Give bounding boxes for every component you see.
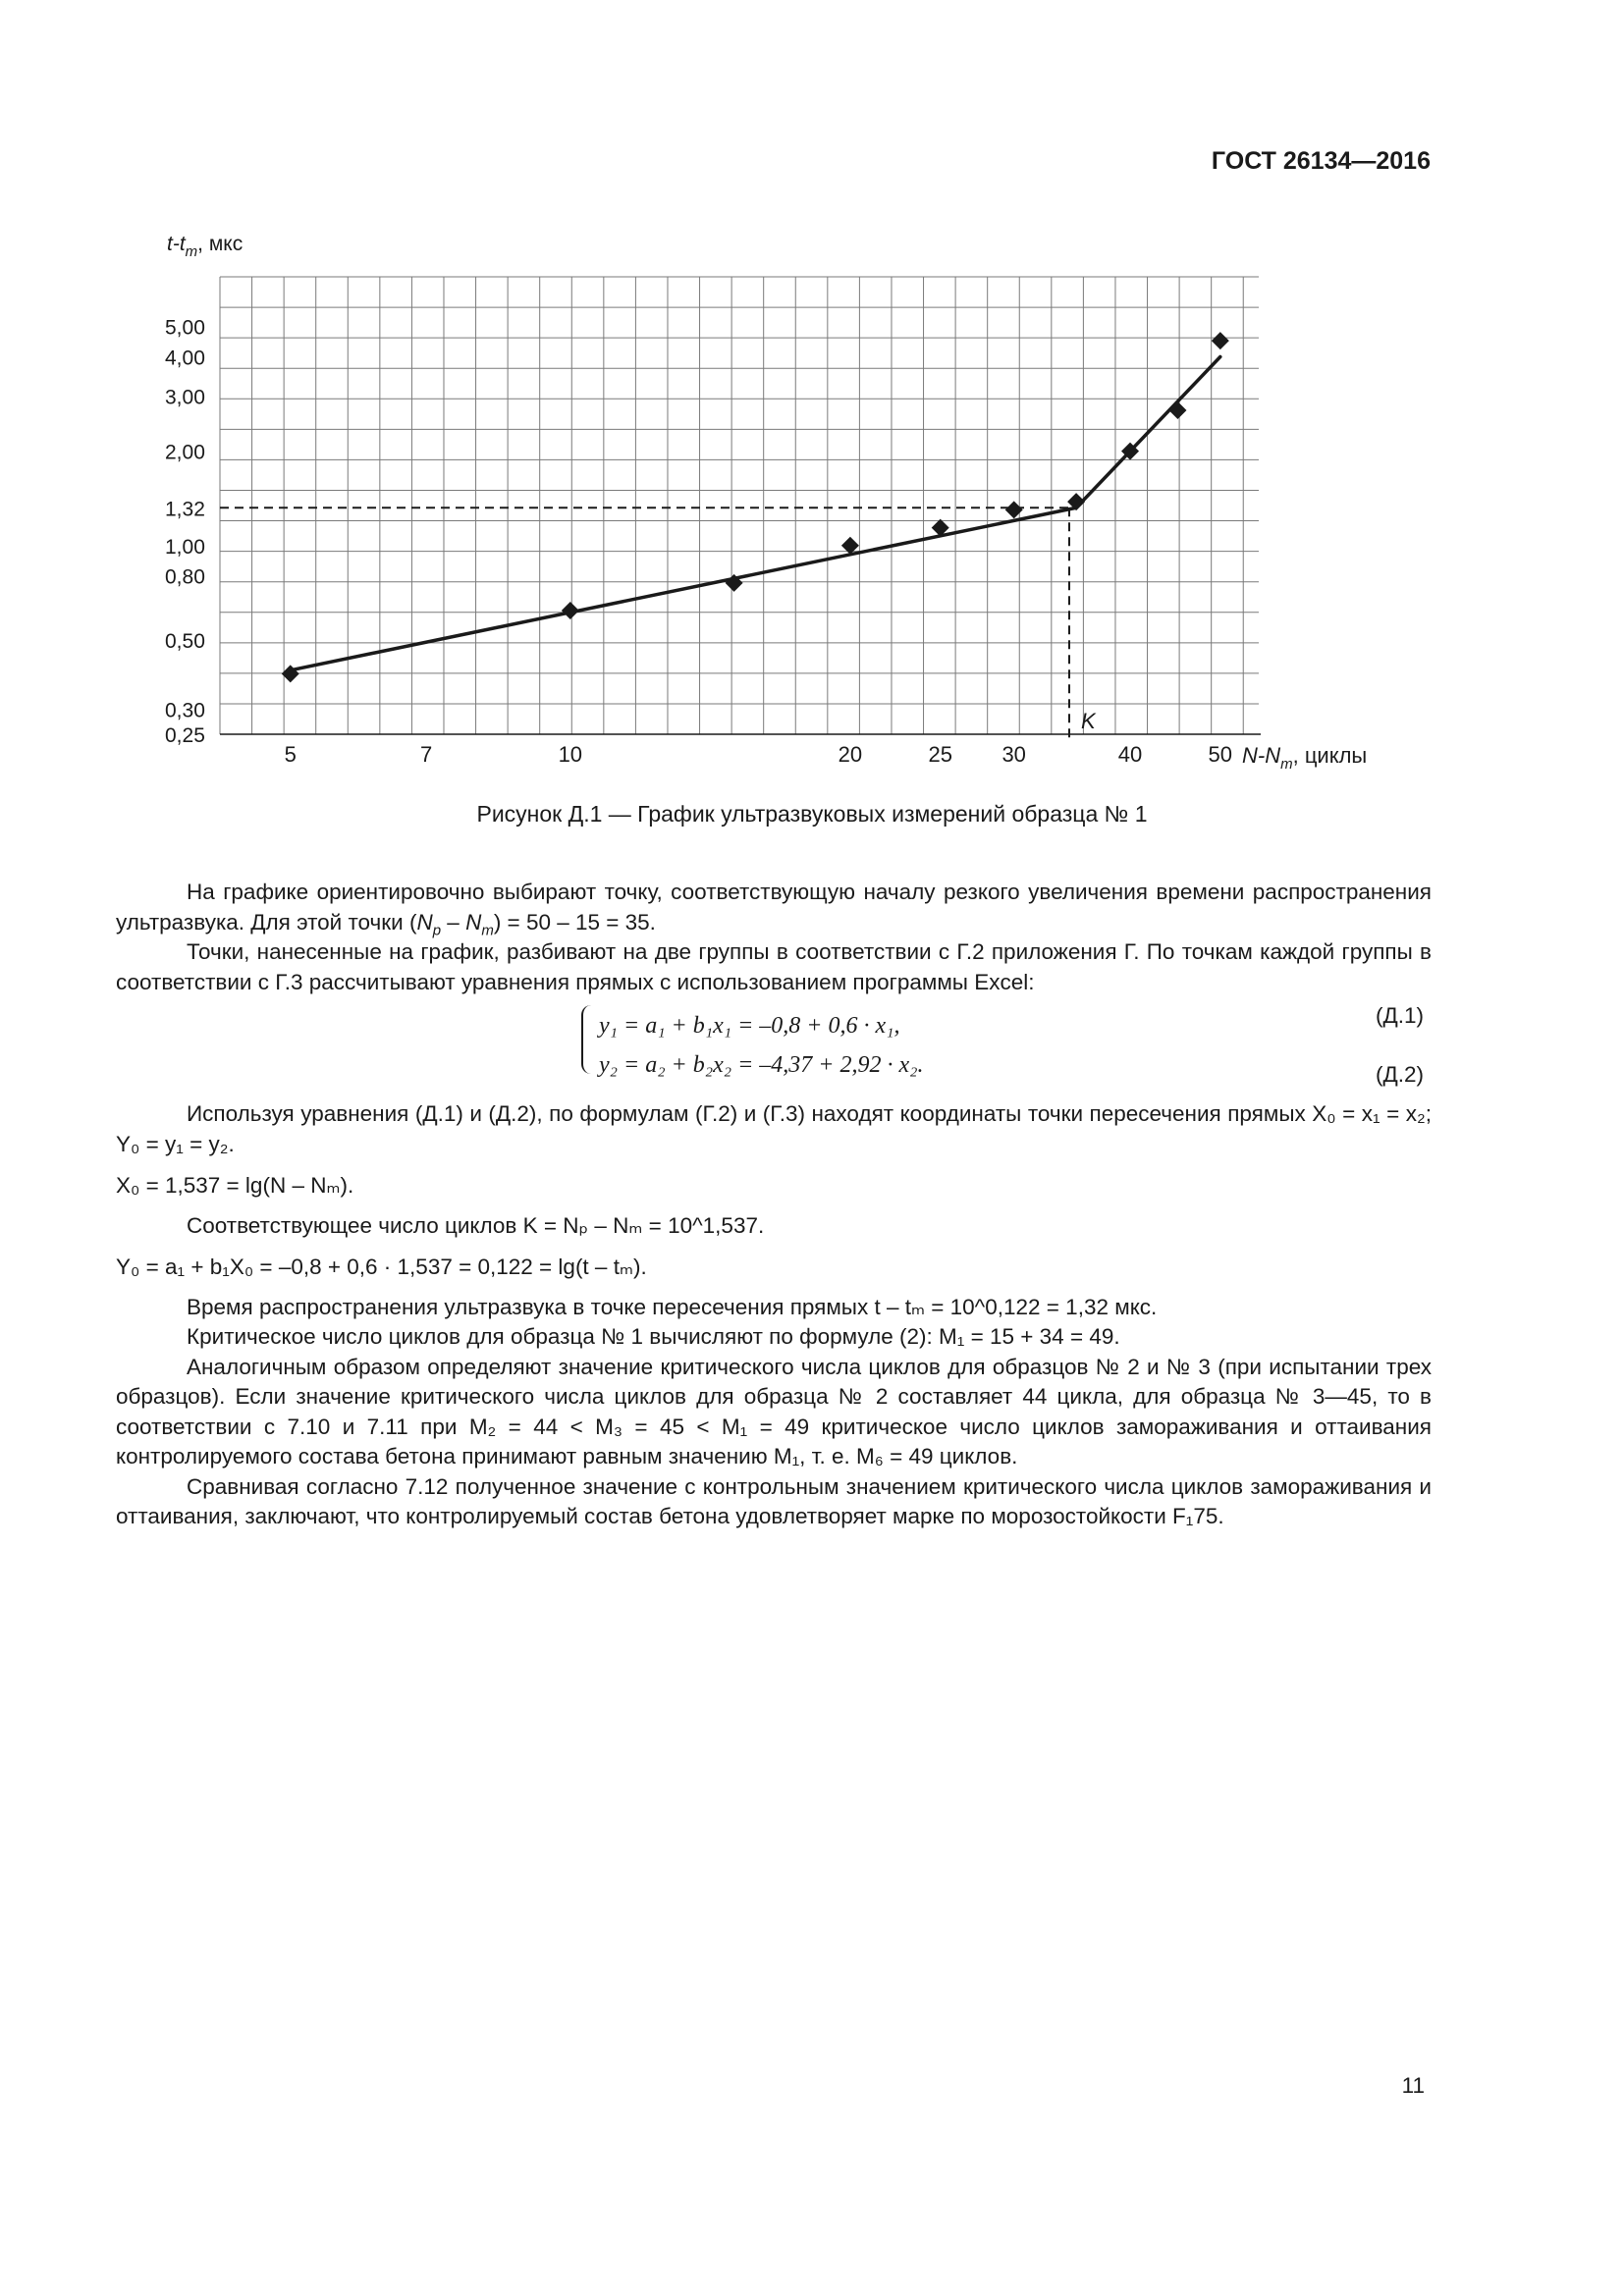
equation-system: [116, 1001, 1432, 1092]
x-axis-label-sub: m: [1280, 756, 1293, 773]
x-tick-label-6: 40: [1117, 742, 1143, 767]
paragraph-4: Соответствующее число циклов K = Nₚ – Nₘ = 10^1,537.: [187, 1212, 765, 1238]
paragraph-1-a: На графике ориентировочно выбирают точку, соответствующую началу резкого увеличения времени распространения ультразвука. Для этой точки (: [116, 880, 1432, 934]
equation-1-number: (Д.1): [1376, 1003, 1424, 1028]
fit-line-1: [291, 507, 1076, 670]
data-point-2: [562, 602, 579, 619]
standard-id-header: ГОСТ 26134—2016: [1211, 147, 1431, 175]
system-brace: [581, 1005, 593, 1074]
data-point-6: [1005, 501, 1023, 518]
y-axis-label-sub: m: [185, 243, 198, 260]
y-tick-label-9: 5,00: [165, 316, 205, 340]
y-axis-label-main: t-t: [167, 233, 186, 255]
y-tick-label-4: 1,00: [165, 535, 205, 559]
y-axis-label-unit: , мкс: [197, 233, 244, 255]
paragraph-1-np: N: [416, 909, 433, 934]
y-tick-label-8: 4,00: [165, 347, 205, 370]
figure-caption: Рисунок Д.1 — График ультразвуковых измерений образца № 1: [476, 801, 1148, 827]
y-tick-label-0: 0,25: [165, 724, 205, 747]
paragraph-7: Аналогичным образом определяют значение критического числа циклов для образцов № 2 и № 3 (при испытании трех образцов). Если значение критического числа циклов для образца № 2 составляет 44 цикла, для образца № 3—45, то в соответствии с 7.10 и 7.11 при M₂ = 44 < M₃ = 45 < M₁ = 49 критическое число циклов замораживания и оттаивания контролируемого состава бетона принимают равным значению M₁, т. е. M₆ = 49 циклов.: [116, 1354, 1432, 1468]
y-tick-label-2: 0,50: [165, 629, 205, 653]
intersection-k-label: K: [1080, 709, 1096, 733]
equation-2: y₂ = a₂ + b₂x₂ = –4,37 + 2,92 · x₂.: [599, 1052, 924, 1078]
x-tick-label-3: 20: [838, 742, 863, 767]
paragraph-1-dash: –: [441, 909, 466, 934]
paragraph-3: Используя уравнения (Д.1) и (Д.2), по формулам (Г.2) и (Г.3) находят координаты точки пересечения прямых X₀ = x₁ = x₂; Y₀ = y₁ = y₂.: [116, 1101, 1432, 1156]
x-tick-label-1: 7: [419, 742, 433, 767]
paragraph-1-np-sub: p: [432, 922, 442, 938]
y-tick-label-3: 0,80: [165, 565, 205, 589]
equation-1: y₁ = a₁ + b₁x₁ = –0,8 + 0,6 · x₁,: [599, 1013, 900, 1039]
data-point-9: [1168, 401, 1186, 419]
x-tick-label-2: 10: [558, 742, 583, 767]
y-tick-label-5: 1,32: [165, 498, 205, 521]
fit-line-2: [1076, 357, 1220, 508]
paragraph-1: [116, 878, 1432, 937]
ultrasound-chart: [0, 0, 1624, 785]
y-axis-label: [167, 233, 243, 260]
y-tick-label-7: 3,00: [165, 386, 205, 409]
paragraph-1-nm-sub: m: [481, 922, 494, 938]
x-tick-label-7: 50: [1208, 742, 1233, 767]
paragraph-1-nm: N: [465, 909, 482, 934]
x-tick-label-0: 5: [284, 742, 297, 767]
body-text: [116, 878, 1432, 1532]
formula-y0: Y₀ = a₁ + b₁X₀ = –0,8 + 0,6 · 1,537 = 0,122 = lg(t – tₘ).: [116, 1255, 647, 1279]
paragraph-6: Критическое число циклов для образца № 1 вычисляют по формуле (2): M₁ = 15 + 34 = 49.: [187, 1324, 1120, 1349]
x-axis-label-main: N-N: [1242, 743, 1281, 768]
data-point-10: [1212, 332, 1229, 349]
equation-2-number: (Д.2): [1376, 1062, 1424, 1087]
paragraph-5: Время распространения ультразвука в точке пересечения прямых t – tₘ = 10^0,122 = 1,32 мкс.: [187, 1294, 1158, 1319]
x-tick-label-5: 30: [1001, 742, 1026, 767]
x-tick-label-4: 25: [928, 742, 952, 767]
page-number: 11: [1401, 2073, 1425, 2098]
x-axis-label-unit: , циклы: [1292, 743, 1368, 768]
paragraph-1-b: ) = 50 – 15 = 35.: [493, 909, 656, 934]
x-axis-label: [1242, 743, 1367, 773]
paragraph-8: Сравнивая согласно 7.12 полученное значение с контрольным значением критического числа циклов замораживания и оттаивания, заключают, что контролируемый состав бетона удовлетворяет марке по морозостойкости F₁75.: [116, 1473, 1432, 1528]
y-tick-label-1: 0,30: [165, 699, 205, 722]
formula-x0: X₀ = 1,537 = lg(N – Nₘ).: [116, 1173, 354, 1198]
y-tick-label-6: 2,00: [165, 441, 205, 464]
paragraph-2: Точки, нанесенные на график, разбивают на две группы в соответствии с Г.2 приложения Г. По точкам каждой группы в соответствии с Г.3 рассчитывают уравнения прямых с использованием программы Excel:: [116, 939, 1432, 994]
